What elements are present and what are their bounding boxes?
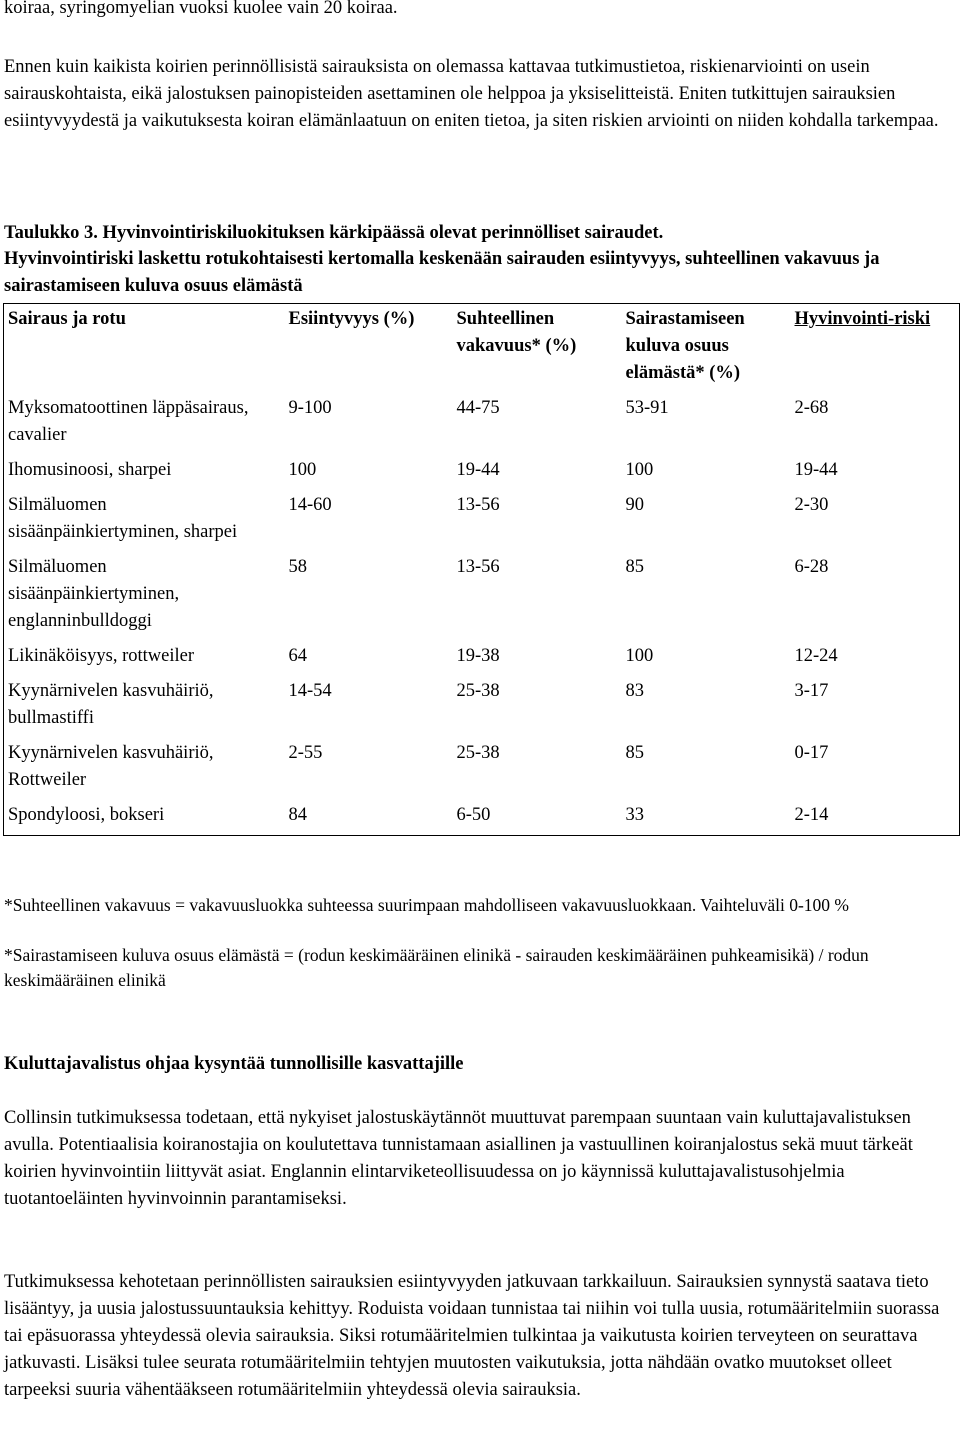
table-body (4, 393, 960, 836)
paragraph-risk-assessment: Ennen kuin kaikista koirien perinnöllisistä sairauksista on olemassa kattavaa tutkimustietoa, riskienarviointi on usein sairauskohtaista, eikä jalostuksen painopisteiden asettaminen ole helppoa ja yksiselitteistä. Eniten tutkittujen sairauksien esiintyvyydestä ja vaikutuksesta koiran elämänlaatuun on eniten tietoa, ja siten riskien arviointi on niiden kohdalla tarkempaa. (4, 57, 939, 131)
paragraph-monitoring: Tutkimuksessa kehotetaan perinnöllisten sairauksien esiintyvyyden jatkuvaan tarkkailuun. Sairauksien synnystä saatava tieto lisääntyy, ja uusia jalostussuuntauksia kehittyy. Roduista voidaan tunnistaa tai niihin voi tulla uusia, rotumääritelmiin suorassa tai epäsuorassa yhteydessä olevia sairauksia. Siksi rotumääritelmien tulkintaa ja vaikutusta koirien terveyteen on seurattava jatkuvasti. Lisäksi tulee seurata rotumääritelmiin tehtyjen muutosten vaikutuksia, jotta nähdään ovatko muutokset olleet tarpeeksi suuria vähentääkseen rotumääritelmiin yhteydessä olevia sairauksia. (4, 1272, 940, 1400)
cell-disease: Kyynärnivelen kasvuhäiriö, Rottweiler (8, 743, 214, 790)
cell-prevalence: 64 (288, 646, 307, 666)
header-risk: Hyvinvointi-riski (794, 309, 931, 329)
cell-disease: Kyynärnivelen kasvuhäiriö, bullmastiffi (8, 681, 214, 728)
cell-duration: 53-91 (625, 398, 669, 418)
cell-disease: Likinäköisyys, rottweiler (8, 646, 194, 666)
table-row (4, 455, 960, 490)
cell-duration: 83 (625, 681, 644, 701)
cell-disease: Myksomatoottinen läppäsairaus, cavalier (8, 398, 249, 445)
cell-severity: 44-75 (456, 398, 500, 418)
cell-risk: 0-17 (794, 743, 829, 763)
footnote-duration: *Sairastamiseen kuluva osuus elämästä = (rodun keskimääräinen elinikä - sairauden keskimääräinen puhkeamisikä) / rodun keskimääräinen elinikä (4, 945, 869, 990)
cell-prevalence: 14-54 (288, 681, 332, 701)
header-prevalence: Esiintyvyys (%) (288, 309, 415, 329)
table-subcaption: Hyvinvointiriski laskettu rotukohtaisesti kertomalla keskenään sairauden esiintyvyys, suhteellinen vakavuus ja sairastamiseen kuluva osuus elämästä (4, 249, 880, 296)
cell-duration: 90 (625, 495, 644, 515)
table-caption: Taulukko 3. Hyvinvointiriskiluokituksen kärkipäässä olevat perinnölliset sairaudet. (4, 223, 664, 243)
cell-severity: 25-38 (456, 681, 500, 701)
cell-severity: 6-50 (456, 805, 491, 825)
cell-severity: 25-38 (456, 743, 500, 763)
cell-severity: 19-44 (456, 460, 500, 480)
cell-disease: Spondyloosi, bokseri (8, 805, 165, 825)
paragraph-consumer-education: Collinsin tutkimuksessa todetaan, että nykyiset jalostuskäytännöt muuttuvat parempaan suuntaan vain kuluttajavalistuksen avulla. Potentiaalisia koiranostajia on koulutettava tunnistamaan asiallinen ja vastuullinen koiranjalostus sekä muut tärkeät koirien hyvinvointiin liittyvät asiat. Englannin elintarviketeollisuudessa on jo käynnissä kuluttajavalistusohjelmia tuotantoeläinten hyvinvoinnin parantamiseksi. (4, 1108, 913, 1209)
cell-risk: 19-44 (794, 460, 838, 480)
header-severity: Suhteellinen vakavuus* (%) (456, 309, 577, 356)
cell-prevalence: 14-60 (288, 495, 332, 515)
cell-prevalence: 9-100 (288, 398, 332, 418)
cell-severity: 19-38 (456, 646, 500, 666)
welfare-risk-table (3, 303, 960, 836)
cell-disease: Silmäluomen sisäänpäinkiertyminen, englanninbulldoggi (8, 557, 180, 631)
cell-prevalence: 58 (288, 557, 307, 577)
table-row (4, 676, 960, 738)
section-heading: Kuluttajavalistus ohjaa kysyntää tunnollisille kasvattajille (4, 1054, 464, 1074)
footnote-severity: *Suhteellinen vakavuus = vakavuusluokka suhteessa suurimpaan mahdolliseen vakavuusluokkaan. Vaihteluväli 0-100 % (4, 895, 849, 915)
cell-severity: 13-56 (456, 557, 500, 577)
cell-risk: 12-24 (794, 646, 838, 666)
table-row (4, 552, 960, 641)
intro-fragment: koiraa, syringomyelian vuoksi kuolee vain 20 koiraa. (4, 0, 398, 18)
cell-risk: 3-17 (794, 681, 829, 701)
table-header-row (4, 304, 960, 394)
cell-risk: 2-68 (794, 398, 829, 418)
table-row (4, 738, 960, 800)
header-duration: Sairastamiseen kuluva osuus elämästä* (%) (625, 309, 745, 383)
table-row (4, 393, 960, 455)
table-row (4, 490, 960, 552)
cell-disease: Ihomusinoosi, sharpei (8, 460, 172, 480)
cell-risk: 2-14 (794, 805, 829, 825)
cell-prevalence: 2-55 (288, 743, 323, 763)
table-row (4, 641, 960, 676)
cell-duration: 33 (625, 805, 644, 825)
cell-duration: 100 (625, 460, 654, 480)
cell-risk: 2-30 (794, 495, 829, 515)
cell-risk: 6-28 (794, 557, 829, 577)
cell-duration: 100 (625, 646, 654, 666)
cell-prevalence: 84 (288, 805, 307, 825)
cell-severity: 13-56 (456, 495, 500, 515)
cell-disease: Silmäluomen sisäänpäinkiertyminen, sharpei (8, 495, 238, 542)
cell-duration: 85 (625, 557, 644, 577)
cell-prevalence: 100 (288, 460, 317, 480)
table-row (4, 800, 960, 836)
header-disease: Sairaus ja rotu (8, 309, 126, 329)
cell-duration: 85 (625, 743, 644, 763)
